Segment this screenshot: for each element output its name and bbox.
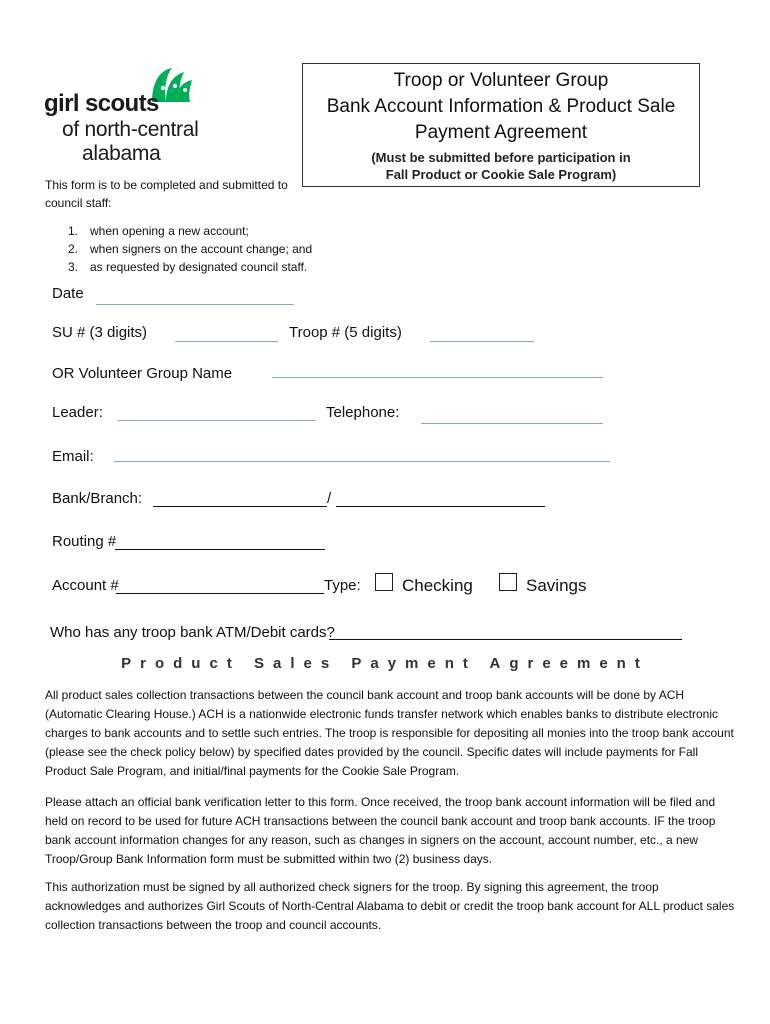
title-note-2: Fall Product or Cookie Sale Program) [385, 167, 617, 182]
group-name-label: OR Volunteer Group Name [52, 365, 233, 382]
type-label: Type: [324, 577, 361, 594]
routing-field[interactable] [115, 549, 325, 550]
title-line-3: Payment Agreement [414, 122, 588, 143]
account-field[interactable] [116, 593, 324, 594]
su-label: SU # (3 digits) [52, 324, 148, 341]
atm-field[interactable] [329, 639, 682, 640]
date-field[interactable] [96, 304, 294, 305]
bank-separator: / [327, 490, 332, 507]
telephone-label: Telephone: [326, 404, 400, 421]
email-field[interactable] [114, 461, 610, 462]
section-title: Product Sales Payment Agreement [121, 655, 649, 672]
paragraph-1: All product sales collection transactions between the council bank account and troop bank accounts will be done by ACH (Automatic Clearing House.) ACH is a nationwide electronic funds transfer network which enables banks to distribute electronic charges to bank accounts and to settle such entries. The troop is responsible for depositing all monies into the troop bank account (please see the check policy below) by specified dates provided by the council. Specific dates will include payments for Fall Product Sale Program, and initial/final payments for the Cookie Sale Program. [45, 688, 734, 778]
date-label: Date [52, 285, 84, 302]
telephone-field[interactable] [421, 423, 603, 424]
troop-label: Troop # (5 digits) [289, 324, 402, 341]
account-label: Account # [52, 577, 119, 594]
title-note-1: (Must be submitted before participation in [371, 150, 631, 165]
leader-field[interactable] [118, 420, 316, 421]
checking-label: Checking [402, 576, 473, 595]
logo-line-1: girl scouts [44, 90, 159, 117]
title-line-1: Troop or Volunteer Group [393, 70, 609, 91]
bank-label: Bank/Branch: [52, 490, 143, 507]
routing-label: Routing # [52, 533, 117, 550]
savings-checkbox[interactable] [499, 573, 517, 591]
troop-field[interactable] [430, 341, 534, 342]
email-label: Email: [52, 448, 94, 465]
intro-text: This form is to be completed and submitted to council staff: [45, 178, 288, 210]
group-name-field[interactable] [272, 377, 603, 378]
bank-field[interactable] [153, 506, 327, 507]
atm-label: Who has any troop bank ATM/Debit cards? [50, 624, 335, 641]
list-item: 1. when opening a new account; [68, 224, 249, 238]
branch-field[interactable] [336, 506, 545, 507]
logo-line-3: alabama [82, 142, 161, 165]
intro-list [68, 222, 312, 276]
list-item: 3. as requested by designated council staff. [68, 260, 308, 274]
list-item: 2. when signers on the account change; and [68, 242, 313, 256]
paragraph-3: This authorization must be signed by all authorized check signers for the troop. By signing this agreement, the troop acknowledges and authorizes Girl Scouts of North-Central Alabama to debit or credit the troop bank account for ALL product sales collection transactions between the troop and council accounts. [45, 880, 735, 932]
title-box [302, 63, 700, 187]
paragraph-2: Please attach an official bank verification letter to this form. Once received, the troop bank account information will be filed and held on record to be used for future ACH transactions between the council bank account and troop bank accounts. IF the troop bank account information changes for any reason, such as changes in signers on the account, account number, etc., a new Troop/Group Bank Information form must be submitted within two (2) business days. [45, 795, 716, 866]
su-field[interactable] [175, 341, 278, 342]
checking-checkbox[interactable] [375, 573, 393, 591]
title-line-2: Bank Account Information & Product Sale [326, 96, 676, 117]
savings-label: Savings [526, 576, 587, 595]
leader-label: Leader: [52, 404, 103, 421]
logo-line-2: of north-central [62, 118, 199, 141]
